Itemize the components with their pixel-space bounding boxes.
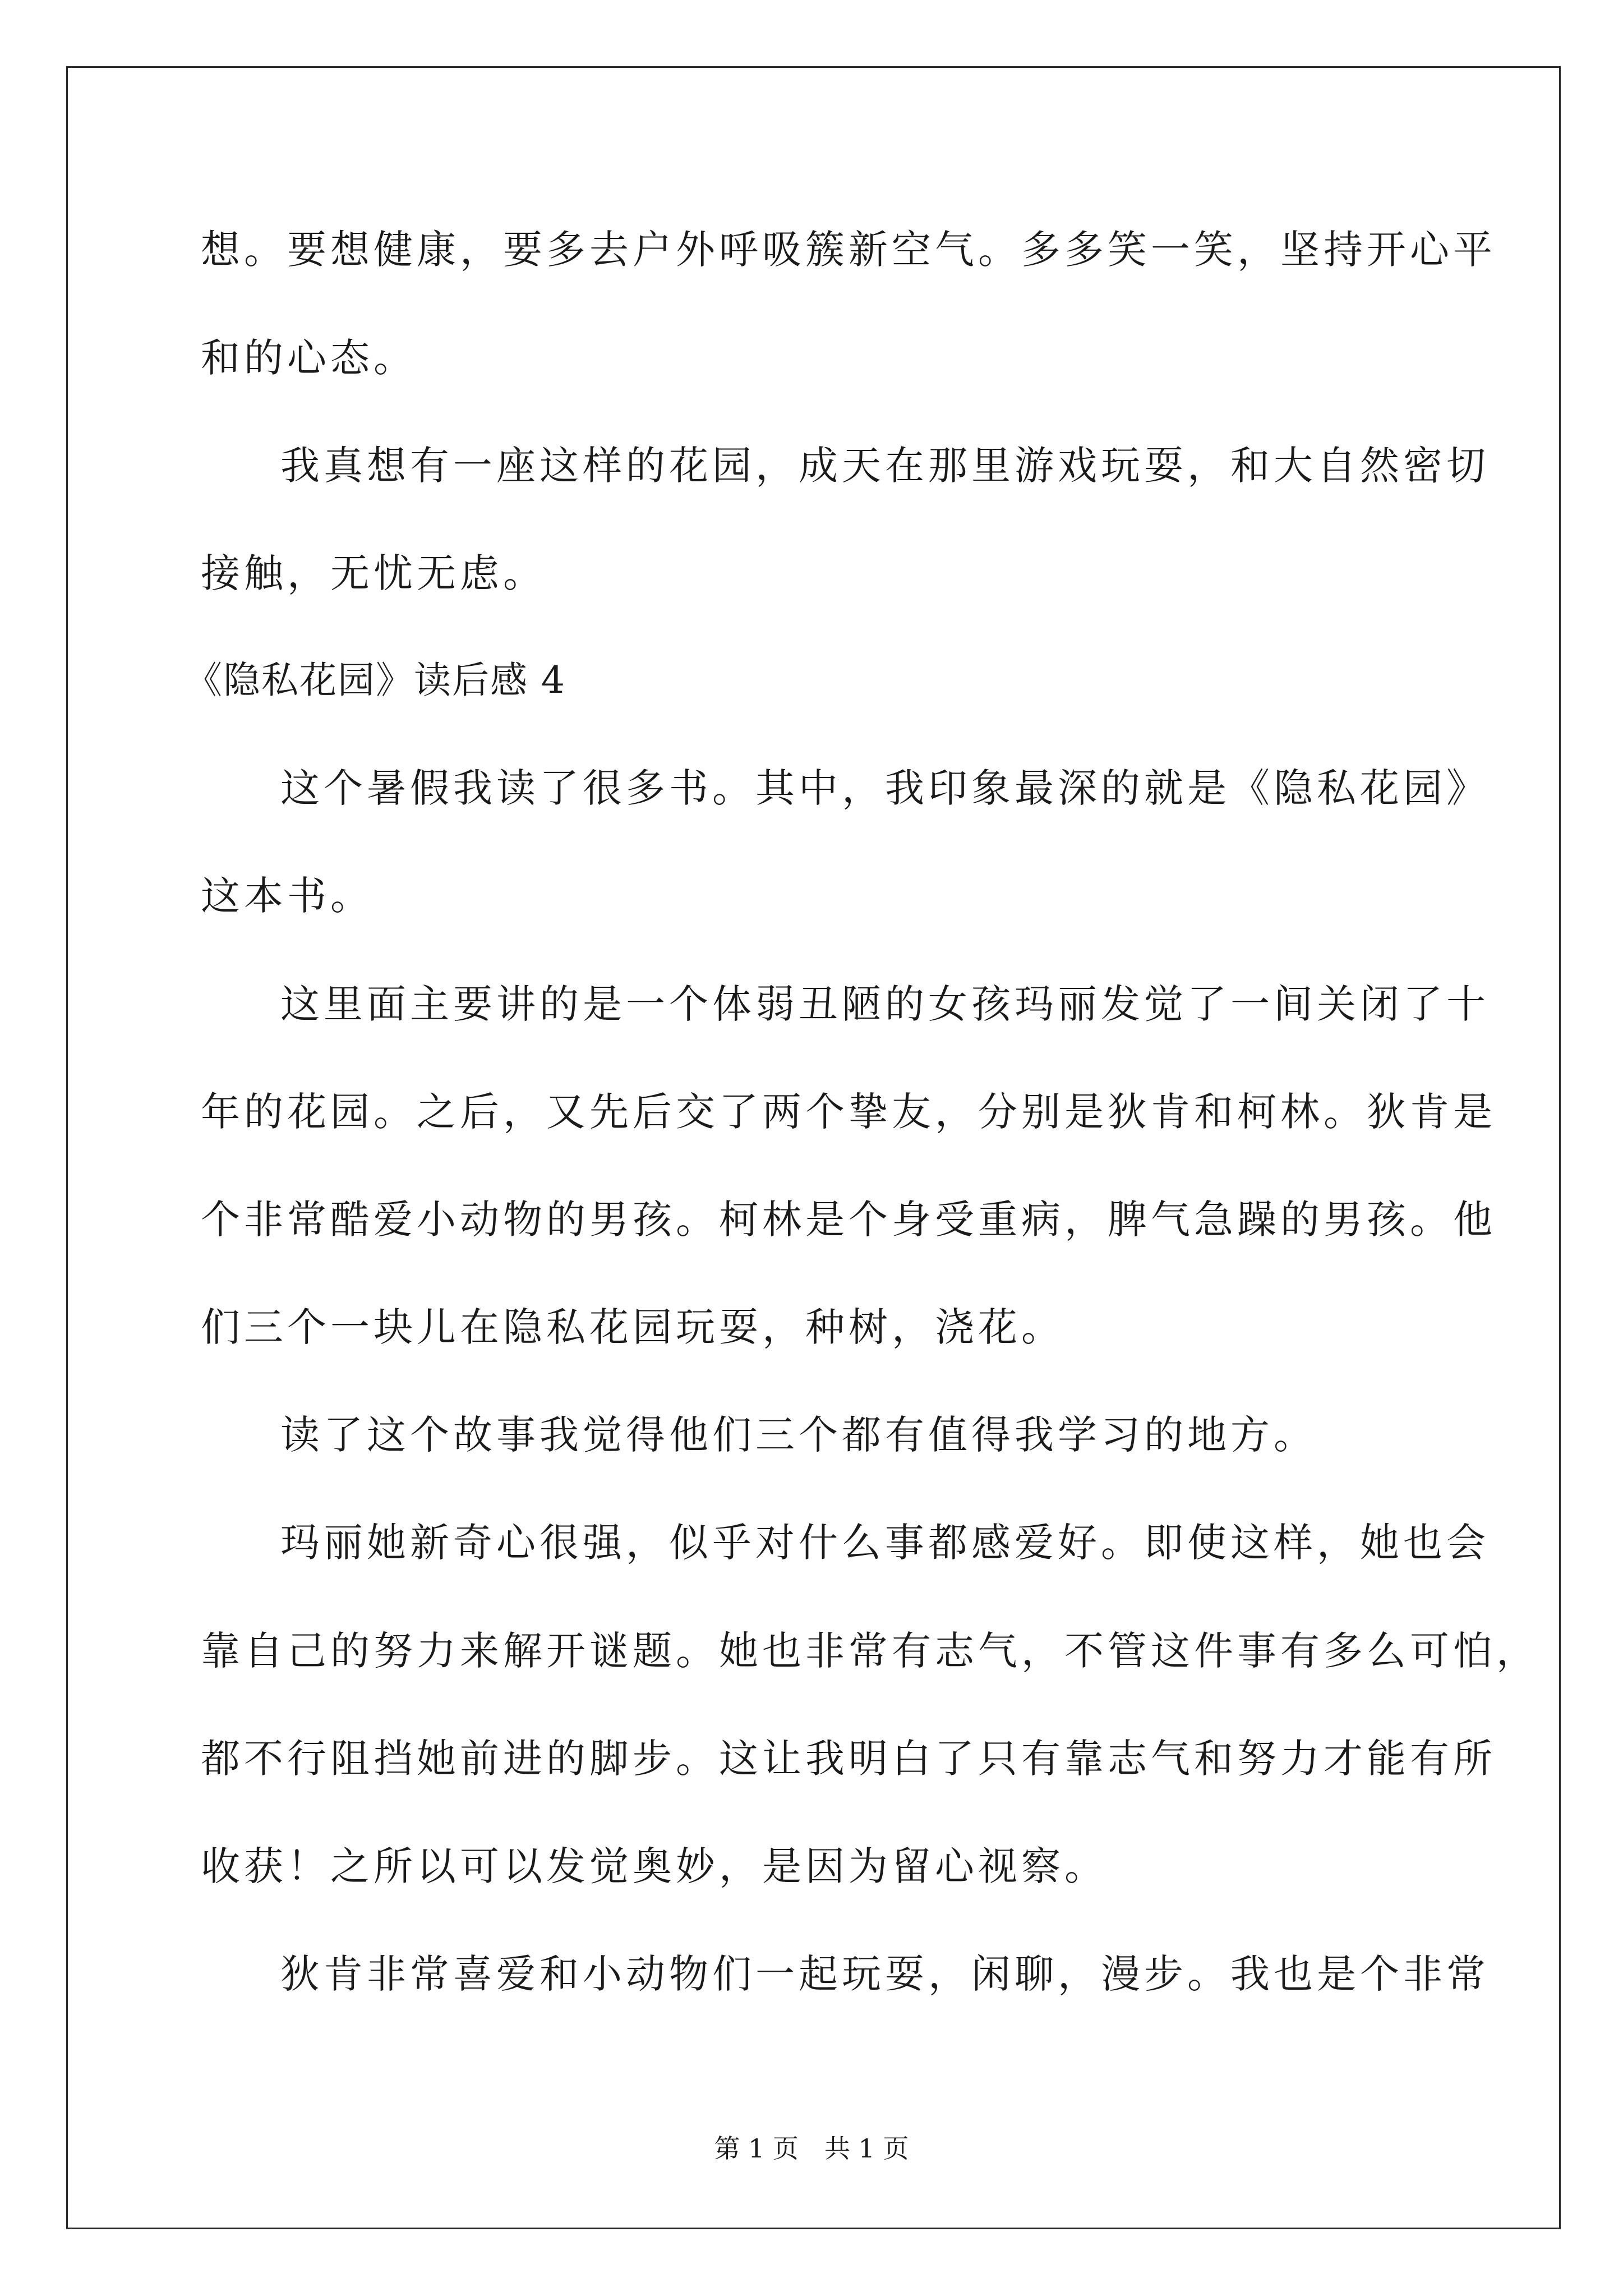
text-line: 我真想有一座这样的花园，成天在那里游戏玩耍，和大自然密切 bbox=[280, 443, 1490, 489]
text-line: 这本书。 bbox=[201, 873, 374, 919]
text-line: 这里面主要讲的是一个体弱丑陋的女孩玛丽发觉了一间关闭了十 bbox=[280, 981, 1490, 1027]
text-line: 都不行阻挡她前进的脚步。这让我明白了只有靠志气和努力才能有所 bbox=[201, 1736, 1496, 1782]
text-line: 们三个一块儿在隐私花园玩耍，种树，浇花。 bbox=[201, 1304, 1064, 1350]
text-line: 这个暑假我读了很多书。其中，我印象最深的就是《隐私花园》 bbox=[280, 765, 1490, 811]
text-line: 读了这个故事我觉得他们三个都有值得我学习的地方。 bbox=[280, 1412, 1317, 1458]
text-line: 个非常酷爱小动物的男孩。柯林是个身受重病，脾气急躁的男孩。他 bbox=[201, 1197, 1496, 1243]
text-line: 想。要想健康，要多去户外呼吸簇新空气。多多笑一笑，坚持开心平 bbox=[201, 227, 1496, 273]
text-line: 和的心态。 bbox=[201, 335, 417, 381]
page-footer: 第 1 页 共 1 页 bbox=[714, 2133, 909, 2164]
section-heading: 《隐私花园》读后感 4 bbox=[185, 659, 566, 702]
text-line: 靠自己的努力来解开谜题。她也非常有志气，不管这件事有多么可怕， bbox=[201, 1628, 1539, 1674]
text-line: 接触，无忧无虑。 bbox=[201, 550, 546, 596]
text-line: 狄肯非常喜爱和小动物们一起玩耍，闲聊，漫步。我也是个非常 bbox=[280, 1951, 1490, 1997]
text-line: 玛丽她新奇心很强，似乎对什么事都感爱好。即使这样，她也会 bbox=[280, 1520, 1490, 1566]
page-frame bbox=[66, 66, 1561, 2229]
text-line: 年的花园。之后，又先后交了两个挚友，分别是狄肯和柯林。狄肯是 bbox=[201, 1089, 1496, 1135]
text-line: 收获！之所以可以发觉奥妙，是因为留心视察。 bbox=[201, 1843, 1108, 1889]
